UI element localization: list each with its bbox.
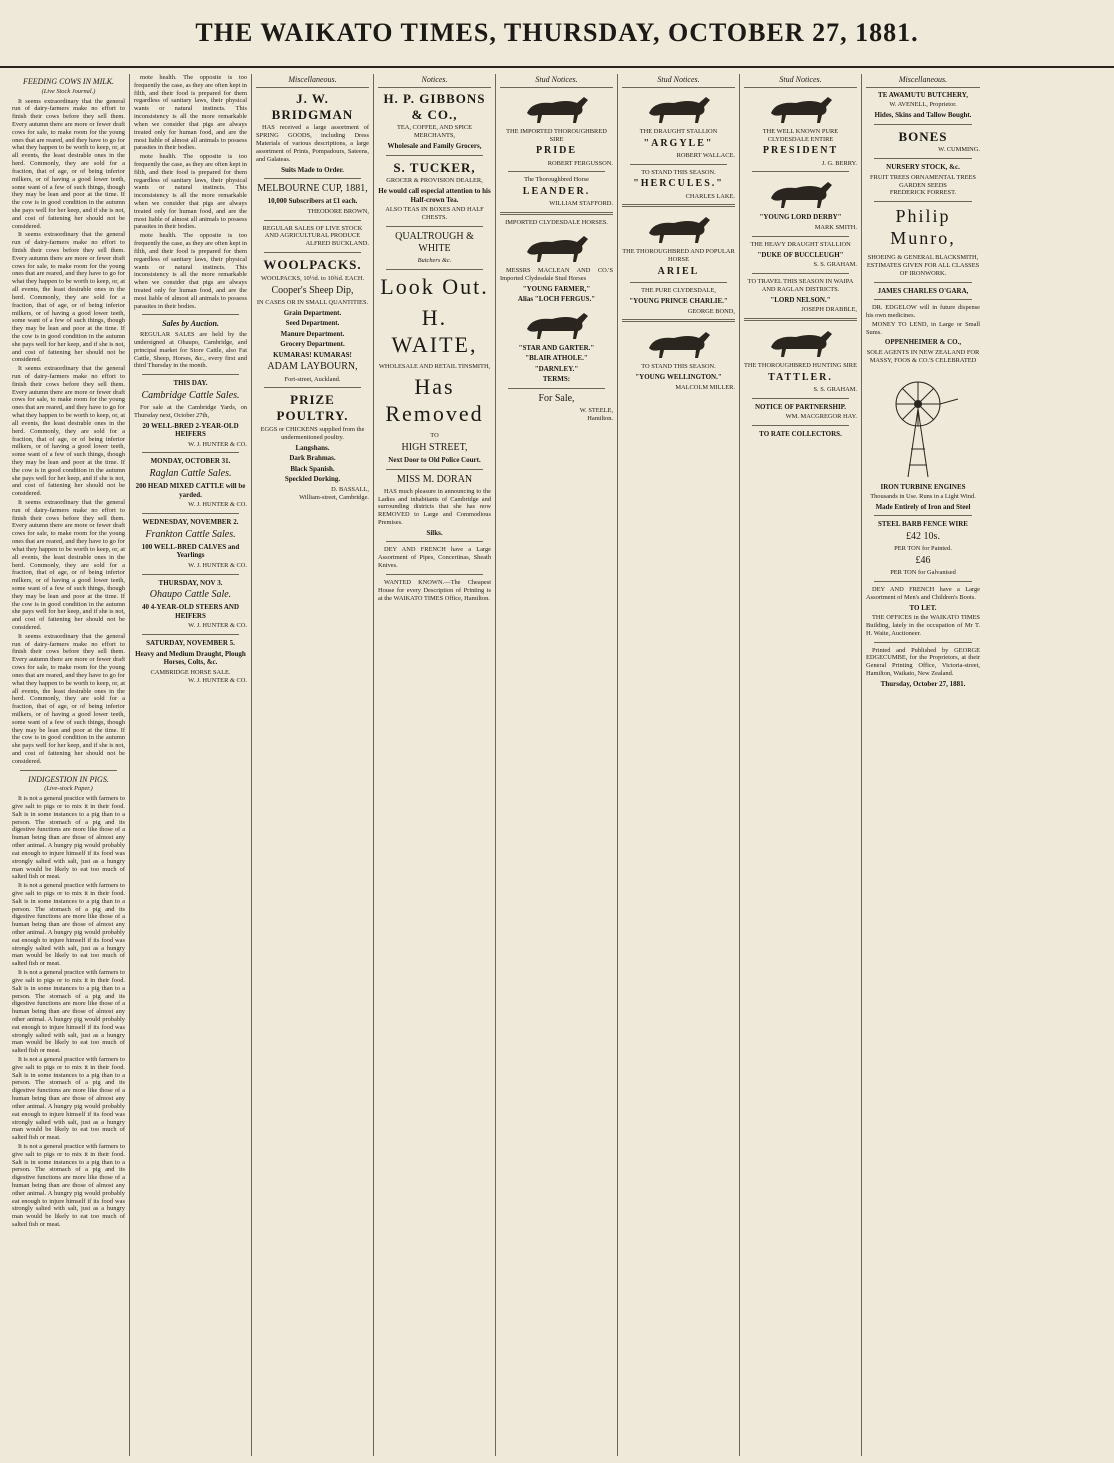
wellington-sub: TO STAND THIS SEASON. [641, 363, 716, 371]
article-body-cont: It seems extraordinary that the general run of dairy-farmers make no effort to finish their cows before they sell them. Every autumn there are more or fewer draft cows for sale, to make room for the young ones that are reared, and they have to go for what they happen to be worth to keep, or, at all events, the least desirable ones in the herd. Commonly, they are sold for a fraction, that of age, or of being inferior milkers, or of having a good lower teeth, some want of a few of such things, though they may be lean and poor at the time. If the cow is in good condition in the autumn she pays well for her keep, and if she is not, and cost of fattening her should not be considered. [12, 231, 125, 364]
star-garter: "STAR AND GARTER." [518, 343, 595, 352]
doran-text: HAS much pleasure in announcing to the Ladies and inhabitants of Cambridge and surrounding districts that she has now REMOVED to Large and Commodious Premises. [378, 487, 491, 527]
article-body: It seems extraordinary that the general run of dairy-farmers make no effort to finish their cows before they sell them. Every autumn there are more or fewer draft cows for sale, to make room for the young ones that are reared, and they have to go for what they happen to be worth to keep, or, at all events, the least desirable ones in the herd. Commonly, they are sold for a fraction, that of age, or of being inferior milkers, or of having a good lower teeth, some want of a few of such things, though they may be lean and poor at the time. If the cow is in good condition in the autumn she pays well for her keep, and if she is not, and cost of fattening her should not be considered. [12, 97, 125, 230]
divider [20, 770, 117, 771]
column-heading: Miscellaneous. [256, 74, 369, 88]
divider [752, 425, 849, 426]
divider [752, 236, 849, 237]
black-spanish: Black Spanish. [290, 464, 335, 473]
article-body-cont: It is not a general practice with farmers to give salt to pigs or to mix it in their food. Salt is in some instances to a pig than to a person. The stomach of a pig and its digestive functions are more like those of a human being than are those of almost any other animal. A hungry pig would probably eat enough to injure himself if its food was strongly salted with salt, just as a hungry man would be likely to eat too much of salted fish or meat. [12, 1056, 125, 1142]
article-source: (Live Stock Journal.) [41, 87, 96, 95]
qualtrough-sub: Butchers &c. [417, 257, 452, 265]
divider [508, 171, 605, 172]
price-galvanised: £46 [915, 554, 931, 566]
derby-owner: MARK SMITH. [814, 223, 857, 231]
sales-title: Sales by Auction. [162, 319, 219, 329]
woolpacks-price: WOOLPACKS, 10½d. to 10¾d. EACH. [260, 274, 365, 282]
tucker-line: He would call especial attention to his Half-crown Tea. [378, 187, 491, 204]
hercules-owner: CHARLES LAKE. [685, 192, 735, 200]
leander-sub: The Thoroughbred Horse [524, 176, 589, 184]
article-body-cont: It seems extraordinary that the general run of dairy-farmers make no effort to finish their cows before they sell them. Every autumn there are more or fewer draft cows for sale, to make room for the young ones that are reared, and they have to go for what they happen to be worth to keep, or, at all events, the least desirable ones in the herd. Commonly, they are sold for a fraction, that of age, or of being inferior milkers, or of having a good lower teeth, some want of a few of such things, though they may be lean and poor at the time. If the cow is in good condition in the autumn she pays well for her keep, and if she is not, and cost of fattening her should not be considered. [12, 632, 125, 765]
column-heading: Stud Notices. [500, 74, 613, 88]
cooper-sub: IN CASES OR IN SMALL QUANTITIES. [256, 298, 369, 306]
column-heading: Miscellaneous. [866, 74, 980, 88]
leander-title: LEANDER. [522, 186, 591, 198]
tucker-sub: GROCER & PROVISION DEALER, [386, 177, 483, 185]
masthead [0, 0, 1114, 68]
price-galvanised-sub: PER TON for Galvanised [890, 569, 956, 577]
duke-buccleugh: "DUKE OF BUCCLEUGH" [757, 250, 844, 259]
column-3 [252, 74, 374, 1456]
maclean-text: MESSRS MACLEAN AND CO.'S Imported Clydesdale Stud Horses [500, 267, 613, 282]
removed-to: TO [430, 432, 439, 440]
pride-owner: ROBERT FERGUSSON. [547, 159, 613, 167]
column-heading: Stud Notices. [622, 74, 735, 88]
steele-name: W. STEELE, [579, 407, 613, 414]
butchery-owner: W. AVENELL, Proprietor. [889, 101, 957, 109]
dey-french-boots: DEY AND FRENCH have a Large Assortment of Men's and Children's Boots. [866, 585, 980, 601]
sales-text: REGULAR SALES are held by the undersigned at Ohaupo, Cambridge, and principal market for Store Cattle, also Fat Cattle, Sheep, Horses, &c., every first and third Thursday in the month. [134, 331, 247, 370]
hides: Hides, Skins and Tallow Bought. [874, 111, 972, 120]
loch-fergus: Alias "LOCH FERGUS." [517, 295, 596, 304]
signature: W. J. HUNTER & CO. [188, 501, 247, 509]
divider [386, 574, 483, 575]
divider [142, 634, 239, 635]
newspaper-title: THE WAIKATO TIMES, THURSDAY, OCTOBER 27, 1881. [195, 18, 919, 47]
signature: W. J. HUNTER & CO. [188, 440, 247, 448]
article-body-cont: It seems extraordinary that the general run of dairy-farmers make no effort to finish their cows before they sell them. Every autumn there are more or fewer draft cows for sale, to make room for the young ones that are reared, and they have to go for what they happen to be worth to keep, or, at all events, the least desirable ones in the herd. Commonly, they are sold for a fraction, that of age, or of being inferior milkers, or of having a good lower teeth, some want of a few of such things, though they may be lean and poor at the time. If the cow is in good condition in the autumn she pays well for her keep, and if she is not, and cost of fattening her should not be considered. [12, 365, 125, 498]
price-painted-sub: PER TON for Painted. [894, 545, 952, 553]
divider [874, 642, 972, 643]
young-wellington: "YOUNG WELLINGTON." [635, 373, 722, 382]
adam-laybourn: ADAM LAYBOURN, [267, 361, 358, 373]
divider [874, 124, 972, 125]
darnley: "DARNLEY." [534, 364, 579, 373]
article-title: FEEDING COWS IN MILK. [22, 77, 115, 86]
monday: MONDAY, OCTOBER 31. [150, 457, 231, 466]
column-heading: Notices. [378, 74, 491, 88]
ohaupo-sales: Ohaupo Cattle Sale. [149, 589, 232, 601]
nursery-sub: FRUIT TREES ORNAMENTAL TREES GARDEN SEEDS [870, 173, 976, 189]
made-iron: Made Entirely of Iron and Steel [875, 502, 971, 511]
edgelow-text: DR. EDGELOW will in future dispense his own medicines. [866, 304, 980, 319]
article-title: INDIGESTION IN PIGS. [28, 774, 109, 784]
munro-line: ESTIMATES GIVEN FOR ALL CLASSES OF IRONWORK. [866, 261, 980, 277]
column-4 [374, 74, 496, 1456]
newspaper-page [8, 74, 1106, 1456]
speckled-dorking: Speckled Dorking. [284, 475, 341, 484]
divider [874, 201, 972, 202]
divider [874, 515, 972, 516]
column-heading: Stud Notices. [744, 74, 857, 88]
divider [142, 574, 239, 575]
money-lend: MONEY TO LEND, in Large or Small Sums. [866, 320, 980, 336]
divider [622, 204, 735, 207]
adam-laybourn-address: Fort-street, Auckland. [284, 375, 341, 383]
bridgman-ad-text: HAS received a large assortment of SPRING GOODS, including Dress Materials of various descriptions, a large assortment of Prints, Pompadours, Sateens, and Galateas. [256, 124, 369, 163]
lot-1: 20 WELL-BRED 2-YEAR-OLD HEIFERS [142, 421, 239, 439]
terms: TERMS: [542, 375, 571, 384]
article-body: mote health. The opposite is too frequently the case, as they are often kept in filth, and their food is prepared for them regardless of sanitary laws, their physical wants or natural instincts. This inconsistency is all the more remarkable when we consider that pigs are always treated only for human food, and are the most liable of almost all animals to possess parasites in their bodies. [134, 74, 247, 152]
bridgman-ad-title: J. W. BRIDGMAN [271, 90, 354, 122]
for-sale: For Sale, [538, 392, 575, 404]
steele-place: Hamilton. [587, 414, 613, 422]
pride-title: PRIDE [535, 145, 578, 157]
article-body-cont: It is not a general practice with farmers to give salt to pigs or to mix it in their food. Salt is in some instances to a pig than to a person. The stomach of a pig and its digestive functions are more like those of a human being than are those of almost any other animal. A hungry pig would probably eat enough to injure himself if its food was strongly salted with salt, just as a hungry man would be likely to eat too much of salted fish or meat. [12, 882, 125, 968]
buccleugh-sub: THE HEAVY DRAUGHT STALLION [750, 240, 851, 248]
divider [630, 164, 727, 165]
wellington-owner: MALCOLM MILLER. [675, 383, 735, 391]
imported-horses: IMPORTED CLYDESDALE HORSES. [505, 219, 608, 227]
alfred-buckland: ALFRED BUCKLAND. [305, 240, 369, 248]
butchery-title: TE AWAMUTU BUTCHERY, [878, 90, 968, 99]
signature: W. J. HUNTER & CO. [188, 561, 247, 569]
divider [264, 387, 361, 388]
divider [874, 282, 972, 283]
tucker-title: S. TUCKER, [393, 159, 476, 175]
partnership-notice: NOTICE OF PARTNERSHIP. [754, 402, 847, 411]
column-1 [8, 74, 130, 1456]
grain-dept: Grain Department. [283, 308, 342, 317]
divider [874, 299, 972, 300]
manure-dept: Manure Department. [280, 329, 345, 338]
ogara-title: JAMES CHARLES O'GARA, [877, 286, 969, 295]
nelson-owner: JOSEPH DRABBLE, [801, 306, 857, 314]
horse-icon [634, 91, 724, 125]
saturday: SATURDAY, NOVEMBER 5. [146, 639, 235, 648]
prize-poultry-title: PRIZE POULTRY. [276, 392, 349, 424]
ariel-title: ARIEL [657, 266, 700, 277]
divider [874, 581, 972, 582]
offices-text: THE OFFICES in the WAIKATO TIMES Building, lately in the occupation of Mr T. H. Waite, Auctioneer. [866, 614, 980, 637]
dark-brahmas: Dark Brahmas. [289, 454, 336, 463]
column-6 [618, 74, 740, 1456]
engines: IRON TURBINE ENGINES [880, 482, 966, 491]
divider [386, 155, 483, 156]
lot-3: 100 WELL-BRED CALVES and Yearlings [141, 542, 240, 560]
divider [508, 388, 605, 389]
divider [264, 252, 361, 253]
tattler-sub: THE THOROUGHBRED HUNTING SIRE [744, 361, 857, 369]
horse-icon [512, 307, 602, 341]
article-source: (Live-stock Paper.) [44, 785, 93, 793]
to-let: TO LET. [909, 603, 937, 612]
wanted-known: WANTED KNOWN.—The Cheapest House for every Description of Printing is at the WAIKATO TIMES Office, Hamilton. [378, 578, 491, 602]
thursday: THURSDAY, NOV 3. [158, 578, 223, 587]
tattler-owner: S. S. GRAHAM. [813, 385, 857, 393]
bones-title: BONES [898, 128, 948, 144]
qualtrough-title: QUALTROUGH & WHITE [395, 230, 474, 255]
bassall-name: D. BASSALL, [331, 485, 369, 493]
young-prince-charlie: "YOUNG PRINCE CHARLIE." [629, 297, 728, 305]
charlie-owner: GEORGE BOND, [687, 307, 735, 315]
cooper-sheep-dip: Cooper's Sheep Dip, [271, 284, 354, 296]
buccleugh-owner: S. S. GRAHAM. [813, 261, 857, 269]
suits-made: Suits Made to Order. [281, 165, 344, 174]
bassall-address: William-street, Cambridge. [299, 493, 369, 501]
rate-collectors: TO RATE COLLECTORS. [759, 430, 842, 438]
wednesday: WEDNESDAY, NOVEMBER 2. [142, 518, 239, 526]
heavy-sale: Heavy and Medium Draught, Plough Horses, Colts, &c. [135, 649, 246, 667]
printed-by: Printed and Published by GEORGE EDGECUMBE, for the Proprietors, at their General Printing Office, Victoria-street, Hamilton, Waikato, New Zealand. [866, 646, 980, 677]
high-street: HIGH STREET, [401, 441, 468, 453]
nelson-sub: TO TRAVEL THIS SEASON IN WAIPA AND RAGLAN DISTRICTS. [747, 277, 854, 293]
kumaras: KUMARAS! KUMARAS! [273, 350, 352, 359]
lot-2: 200 HEAD MIXED CATTLE will be yarded. [135, 482, 246, 499]
horse-sale: CAMBRIDGE HORSE SALE. [150, 668, 231, 676]
argyle-sub: THE DRAUGHT STALLION [639, 127, 718, 135]
gibbons-title: H. P. GIBBONS & CO., [383, 90, 486, 122]
young-farmer: "YOUNG FARMER," [522, 284, 591, 293]
horse-icon [634, 211, 724, 245]
horse-icon [634, 326, 724, 360]
this-day: THIS DAY. [173, 379, 208, 388]
munro-sub: SHOEING & GENERAL BLACKSMITH, [867, 254, 979, 262]
article-body-cont: It is not a general practice with farmers to give salt to pigs or to mix it in their food. Salt is in some instances to a pig than to a person. The stomach of a pig and its digestive functions are more like those of a human being than are those of almost any other animal. A hungry pig would probably eat enough to injure himself if its food was strongly salted with salt, just as a hungry man would be likely to eat too much of salted fish or meat. [12, 969, 125, 1055]
side-text: Thousands in Use. Runs in a Light Wind. [870, 493, 976, 501]
column-7 [740, 74, 862, 1456]
signature: W. J. HUNTER & CO. [188, 622, 247, 630]
article-body-cont: It is not a general practice with farmers to give salt to pigs or to mix it in their food. Salt is in some instances to a pig than to a person. The stomach of a pig and its digestive functions are more like those of a human being than are those of almost any other animal. A hungry pig would probably eat enough to injure himself if its food was strongly salted with salt, just as a hungry man would be likely to eat too much of salted fish or meat. [12, 1142, 125, 1229]
article-body: It is not a general practice with farmers to give salt to pigs or to mix it in their food. Salt is in some instances to a pig than to a person. The stomach of a pig and its digestive functions are more like those of a human being than are those of almost any other animal. A hungry pig would probably eat enough to injure himself if its food was strongly salted with salt, just as a hungry man would be likely to eat too much of salted fish or meat. [12, 795, 125, 881]
clydesdale-title: THE PURE CLYDESDALE, [641, 287, 716, 295]
horse-icon [512, 230, 602, 264]
oppenheimer-title: OPPENHEIMER & CO., [884, 338, 962, 347]
president-sub: THE WELL KNOWN PURE CLYDESDALE ENTIRE [762, 127, 839, 143]
lord-nelson: "LORD NELSON." [770, 295, 831, 304]
argyle-title: "ARGYLE" [643, 137, 714, 149]
theodore-brown: THEODORE BROWN, [307, 207, 369, 215]
divider [386, 226, 483, 227]
dey-french: DEY AND FRENCH have a Large Assortment of Pipes, Concertinas, Sheath Knives. [378, 546, 491, 570]
divider [264, 220, 361, 221]
blair-athole: "BLAIR ATHOLE." [525, 354, 588, 363]
gibbons-sub: TEA, COFFEE, AND SPICE MERCHANTS, [396, 124, 473, 140]
divider [142, 314, 239, 315]
steel-wire: STEEL BARB FENCE WIRE [878, 520, 968, 529]
argyle-owner: ROBERT WALLACE. [676, 151, 735, 159]
president-title: PRESIDENT [762, 145, 839, 157]
woolpacks-title: WOOLPACKS. [263, 257, 362, 273]
issue-date: Thursday, October 27, 1881. [880, 679, 966, 688]
doran-title: MISS M. DORAN [396, 473, 473, 485]
divider [630, 282, 727, 283]
bones-owner: W. CUMMING. [938, 146, 980, 154]
divider [744, 318, 857, 321]
tattler-title: TATTLER. [768, 371, 833, 383]
frankton-sales: Frankton Cattle Sales. [145, 528, 236, 540]
divider [622, 319, 735, 322]
horse-icon [512, 91, 602, 125]
article-body-cont: mote health. The opposite is too frequently the case, as they are often kept in filth, and their food is prepared for them regardless of sanitary laws, their physical wants or natural instincts. This inconsistency is all the more remarkable when we consider that pigs are always treated only for human food, and are the most liable of almost all animals to possess parasites in their bodies. [134, 232, 247, 310]
divider [752, 273, 849, 274]
divider [142, 374, 239, 375]
regular-sales: REGULAR SALES OF LIVE STOCK AND AGRICULTURAL PRODUCE [262, 224, 363, 240]
waite-sub: WHOLESALE AND RETAIL TINSMITH, [378, 362, 491, 370]
munro-title: Philip Munro, [890, 206, 956, 249]
pride-sub: THE IMPORTED THOROUGHBRED SIRE [506, 127, 607, 143]
divider [142, 452, 239, 453]
waite-title: H. WAITE, [391, 305, 478, 357]
article-body-cont: mote health. The opposite is too frequently the case, as they are often kept in filth, and their food is prepared for them regardless of sanitary laws, their physical wants or natural instincts. This inconsistency is all the more remarkable when we consider that pigs are always treated only for human food, and are the most liable of almost all animals to possess parasites in their bodies. [134, 153, 247, 231]
silks: Silks. [426, 528, 443, 537]
column-5 [496, 74, 618, 1456]
nursery-title: NURSERY STOCK, &c. [886, 163, 960, 172]
divider [874, 158, 972, 159]
divider [500, 212, 613, 215]
horse-icon [756, 91, 846, 125]
horse-icon [756, 176, 846, 210]
seed-dept: Seed Department. [285, 319, 340, 328]
windmill-icon [878, 369, 968, 479]
look-out: Look Out. [380, 274, 489, 300]
raglan-sales: Raglan Cattle Sales. [149, 467, 232, 479]
column-8 [862, 74, 984, 1456]
article-body-cont: It seems extraordinary that the general run of dairy-farmers make no effort to finish their cows before they sell them. Every autumn there are more or fewer draft cows for sale, to make room for the young ones that are reared, and they have to go for what they happen to be worth to keep, or, at all events, the least desirable ones in the herd. Commonly, they are sold for a fraction, that of age, or of being inferior milkers, or of having a good lower teeth, some want of a few of such things, though they may be lean and poor at the time. If the cow is in good condition in the autumn she pays well for her keep, and if she is not, and cost of fattening her should not be considered. [12, 499, 125, 631]
young-lord-derby: "YOUNG LORD DERBY" [759, 213, 842, 222]
lot-4: 40 4-YEAR-OLD STEERS AND HEIFERS [141, 603, 240, 620]
price-painted: £42 10s. [906, 530, 940, 542]
gibbons-line: Wholesale and Family Grocers, [387, 142, 482, 151]
column-2 [130, 74, 252, 1456]
divider [142, 513, 239, 514]
divider [386, 469, 483, 470]
prize-poultry-sub: EGGS or CHICKENS supplied from the undermentioned poultry. [260, 426, 365, 441]
nursery-owner: FREDERICK FORREST. [889, 189, 957, 197]
divider [752, 398, 849, 399]
teas: ALSO TEAS IN BOXES AND HALF CHESTS. [385, 206, 484, 222]
divider [386, 541, 483, 542]
divider [386, 269, 483, 270]
cambridge-sales: Cambridge Cattle Sales. [141, 389, 240, 401]
divider [752, 171, 849, 172]
president-owner: J. G. BERRY. [821, 159, 857, 167]
hercules-title: "HERCULES." [633, 178, 724, 190]
signature: W. J. HUNTER & CO. [188, 676, 247, 684]
leander-owner: WILLIAM STAFFORD. [549, 200, 613, 208]
has-removed: Has Removed [385, 374, 484, 427]
partnership-owner: WM. MACGREGOR HAY. [785, 413, 857, 421]
divider [264, 178, 361, 179]
ariel-sub: THE THOROUGHBRED AND POPULAR HORSE [622, 248, 735, 264]
grocery-dept: Grocery Department. [280, 340, 345, 349]
next-door: Next Door to Old Police Court. [388, 456, 481, 465]
melbourne-cup: MELBOURNE CUP, 1881, [257, 183, 368, 195]
langshans: Langshans. [295, 443, 330, 452]
melbourne-sub: 10,000 Subscribers at £1 each. [267, 197, 358, 206]
horse-icon [756, 325, 846, 359]
hercules-sub: TO STAND THIS SEASON. [641, 168, 716, 176]
oppenheimer-sub: SOLE AGENTS IN NEW ZEALAND FOR MASSY, FOOS & CO.'S CELEBRATED [866, 348, 980, 364]
cambridge-text: For sale at the Cambridge Yards, on Thursday next, October 27th, [134, 403, 247, 419]
